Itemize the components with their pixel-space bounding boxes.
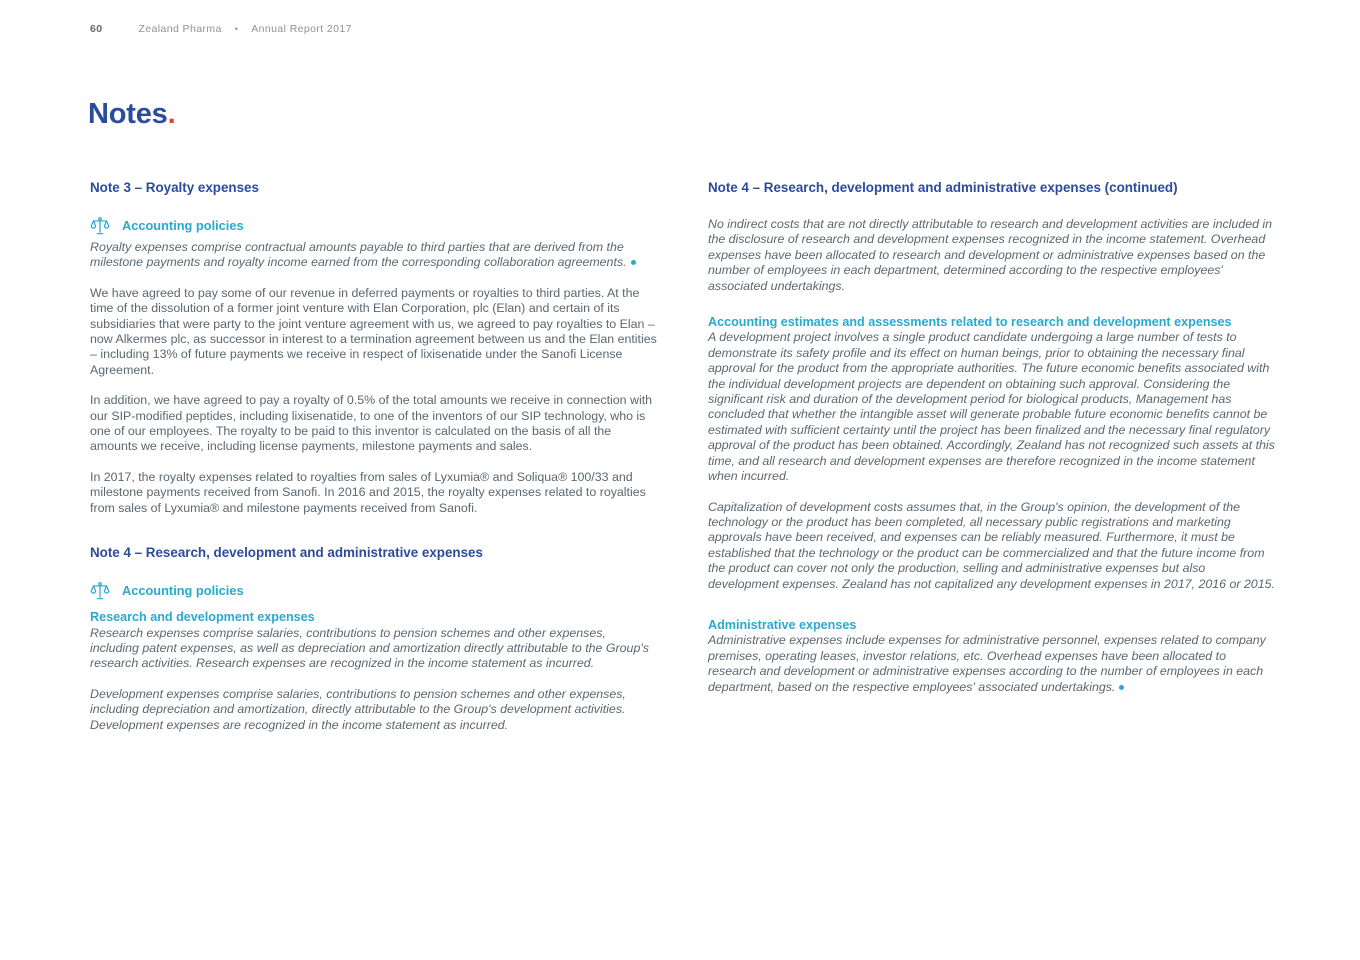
page-header <box>90 23 352 35</box>
page-title <box>88 98 175 131</box>
header-separator-dot: • <box>234 24 239 34</box>
page-title-text: Notes <box>88 98 168 130</box>
scales-icon <box>90 582 110 600</box>
note-4-continued-heading: Note 4 – Research, development and administrative expenses (continued) <box>708 180 1178 195</box>
administrative-expenses-subheading: Administrative expenses <box>708 617 857 632</box>
note-3-paragraph-elan: We have agreed to pay some of our revenue in deferred payments or royalties to third parties. At the time of the dissolution of a former joint venture with Elan Corporation, plc (Elan) and certain of its subsidiaries that were party to the joint venture agreement with us, we agreed to pay royalties to Elan – now Alkermes plc, as successor in interest to a termination agreement between us and the Elan entities – including 13% of future payments we receive in respect of lixisenatide under the Sanofi License Agreement. <box>90 285 657 377</box>
indirect-costs-paragraph: No indirect costs that are not directly attributable to research and development activities are included in the disclosure of research and development expenses recognized in the income statement. Overhead expenses have been allocated to research and development or administrative expenses based on the number of employees in each department, determined according to the respective employees' associated undertakings. <box>708 217 1273 293</box>
administrative-expenses-paragraph <box>708 633 1275 695</box>
note-4-heading: Note 4 – Research, development and administrative expenses <box>90 545 483 561</box>
note-3-policy-paragraph <box>90 240 657 271</box>
capitalization-paragraph: Capitalization of development costs assumes that, in the Group's opinion, the development of the technology or the product has been completed, all necessary public registrations and marketing approvals have been received, and expenses can be reliably measured. Furthermore, it must be established that the technology or the product can be commercialized and that the future income from the product can cover not only the production, selling and administrative expenses but also development expenses. Zealand has not capitalized any development expenses in 2017, 2016 or 2015. <box>708 499 1275 591</box>
page-title-accent-dot: . <box>167 98 176 130</box>
research-expenses-paragraph: Research expenses comprise salaries, contributions to pension schemes and other expenses, including patent expenses, as well as depreciation and amortization directly attributable to the Group's research activities. Research expenses are recognized in the income statement as incurred. <box>90 625 649 671</box>
development-project-paragraph: A development project involves a single product candidate undergoing a large number of tests to demonstrate its safety profile and its effect on human beings, prior to obtaining the necessary final approval for the product from the appropriate authorities. The future economic benefits associated with the individual development projects are dependent on obtaining such approval. Considering the significant risk and duration of the development period for biological products, Management has concluded that whether the intangible asset will generate probable future economic benefits cannot be estimated with sufficient certainty until the project has been finalized and the necessary final regulatory approval of the product has been obtained. Accordingly, Zealand has not recognized such assets at this time, and all research and development expenses are therefore recognized in the income statement when incurred. <box>708 330 1275 484</box>
page-number: 60 <box>90 23 103 35</box>
report-title: Annual Report 2017 <box>251 23 352 35</box>
administrative-expenses-text: Administrative expenses include expenses for administrative personnel, expenses related to company premises, operating leases, investor relations, etc. Overhead expenses have been allocated to research and development or administrative expenses according to the number of employees in each department, based on the respective employees' associated undertakings. <box>708 633 1266 694</box>
section-end-dot-icon <box>1119 685 1124 690</box>
note-3-policy-text: Royalty expenses comprise contractual amounts payable to third parties that are derived from the milestone payments and royalty income earned from the corresponding collaboration agreements. <box>90 240 627 270</box>
right-column <box>708 180 1275 695</box>
note-3-heading: Note 3 – Royalty expenses <box>90 180 259 195</box>
development-expenses-paragraph: Development expenses comprise salaries, contributions to pension schemes and other expenses, including depreciation and amortization, directly attributable to the Group's development activities. Development expenses are recognized in the income statement as incurred. <box>90 686 626 732</box>
accounting-policies-label: Accounting policies <box>122 218 244 234</box>
note-3-paragraph-sip: In addition, we have agreed to pay a royalty of 0.5% of the total amounts we receive in connection with our SIP-modified peptides, including lixisenatide, to one of the inventors of our SIP technology, who is one of our employees. The royalty to be paid to this inventor is calculated on the basis of all the amounts we receive, including license payments, milestone payments and sales. <box>90 393 653 454</box>
section-end-dot-icon <box>631 260 636 265</box>
note-3-accounting-policies-row <box>90 217 657 235</box>
scales-icon <box>90 217 110 235</box>
rd-expenses-subheading: Research and development expenses <box>90 610 315 625</box>
accounting-policies-label: Accounting policies <box>122 583 244 599</box>
note-4-accounting-policies-row <box>90 582 657 600</box>
note-3-paragraph-2017: In 2017, the royalty expenses related to royalties from sales of Lyxumia® and Soliqua® 100/33 and milestone payments received from Sanofi. In 2016 and 2015, the royalty expenses related to royalties from sales of Lyxumia® and milestone payments received from Sanofi. <box>90 469 646 515</box>
left-column <box>90 180 657 733</box>
accounting-estimates-subheading: Accounting estimates and assessments related to research and development expenses <box>708 315 1232 330</box>
company-name: Zealand Pharma <box>138 23 222 35</box>
